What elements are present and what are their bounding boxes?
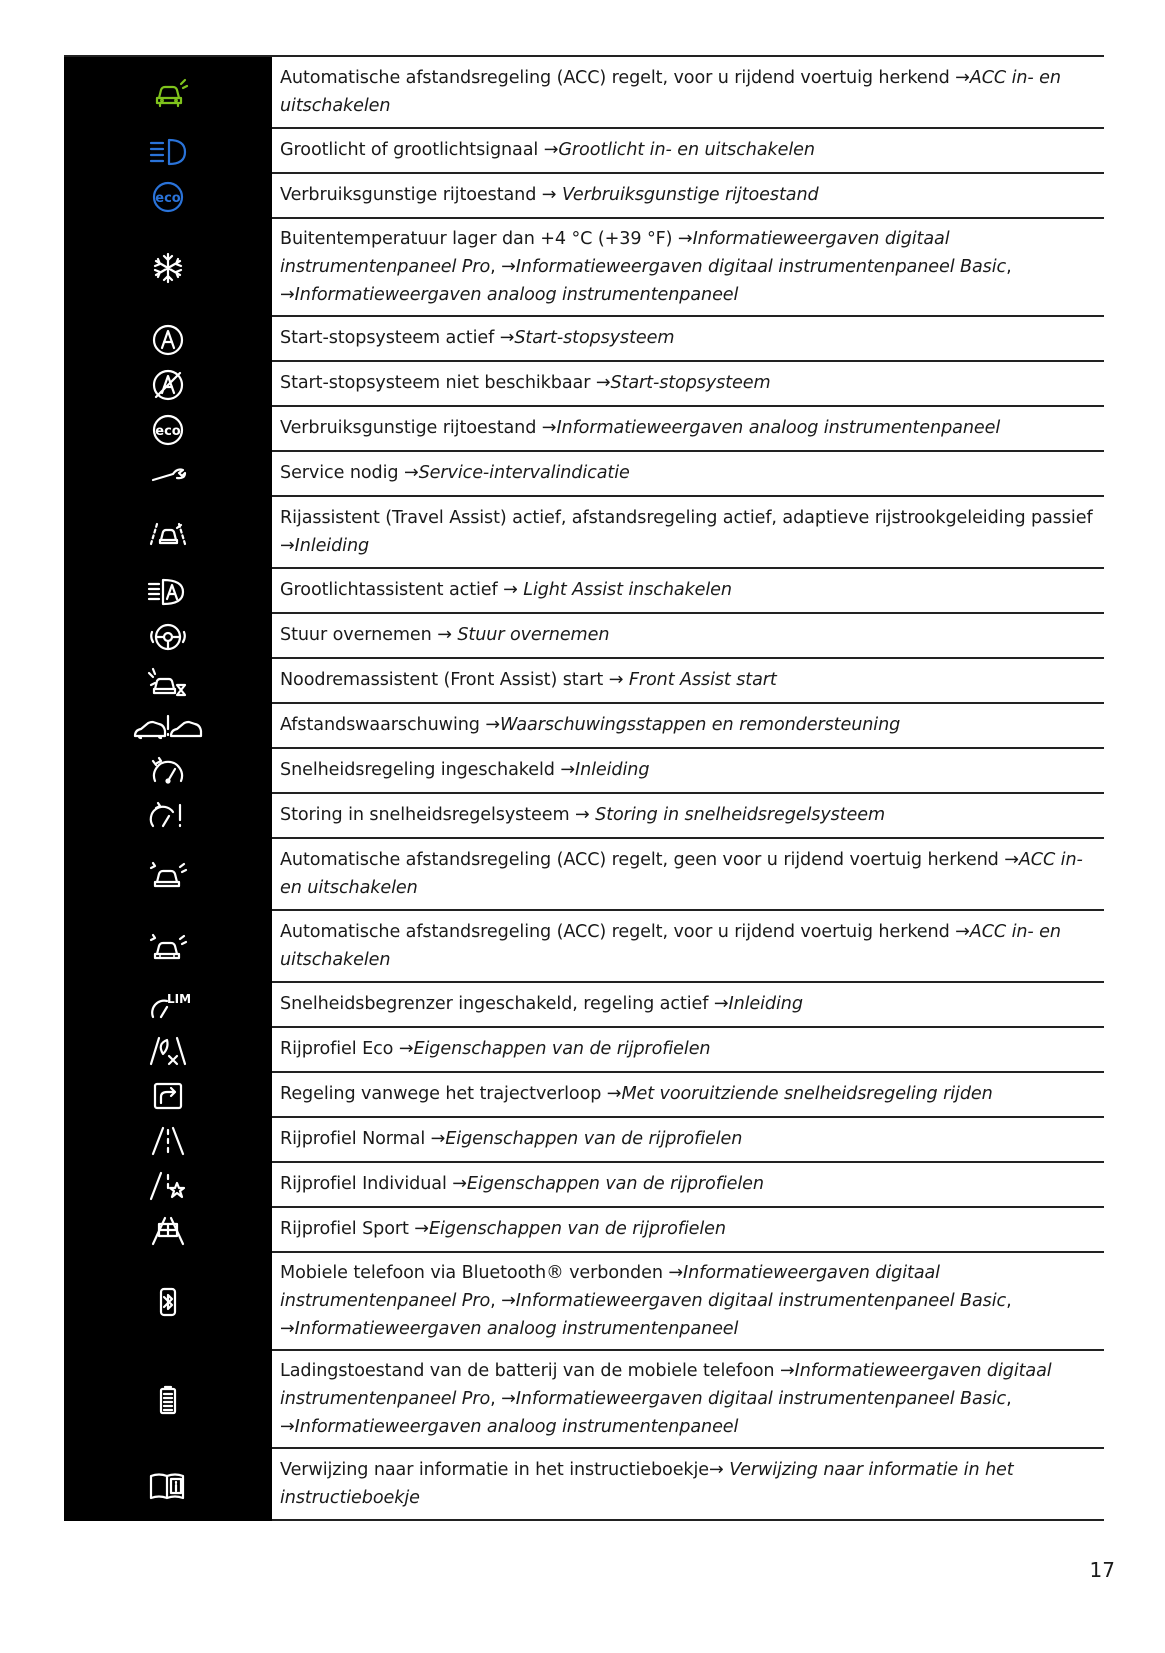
table-row xyxy=(64,1073,1104,1118)
separator: , xyxy=(1006,256,1012,277)
arrow-icon: → xyxy=(280,535,295,556)
table-row xyxy=(64,839,1104,911)
description-cell xyxy=(272,362,1104,405)
table-row xyxy=(64,1351,1104,1449)
table-row xyxy=(64,129,1104,174)
description-text: Rijprofiel Eco xyxy=(280,1039,399,1059)
description-cell xyxy=(272,911,1104,981)
symbol-cell xyxy=(64,569,272,614)
page-number: 17 xyxy=(1089,1558,1115,1582)
symbol-cell xyxy=(64,1073,272,1118)
table-row xyxy=(64,911,1104,983)
symbol-cell xyxy=(64,407,272,452)
cross-reference-link[interactable]: Light Assist inschakelen xyxy=(517,580,732,600)
arrow-icon: → xyxy=(668,1262,684,1283)
description-text: Start-stopsysteem actief xyxy=(280,328,500,348)
distance-warning-icon xyxy=(147,710,189,744)
snowflake-icon xyxy=(147,251,189,285)
symbol-cell xyxy=(64,57,272,129)
cross-reference-link[interactable]: Stuur overnemen xyxy=(451,625,610,645)
svg-text:eco: eco xyxy=(155,190,181,206)
driving-profile-normal-icon xyxy=(147,1124,189,1158)
driving-profile-individual-icon xyxy=(147,1169,189,1203)
symbol-cell xyxy=(64,1163,272,1208)
description-text: Grootlichtassistent actief xyxy=(280,580,504,600)
arrow-icon: → xyxy=(608,670,624,690)
arrow-icon: → xyxy=(606,1084,622,1104)
symbol-cell xyxy=(64,497,272,569)
arrow-icon: → xyxy=(501,256,516,277)
description-text: Automatische afstandsregeling (ACC) regelt, voor u rijdend voertuig herkend xyxy=(280,67,956,88)
arrow-icon: → xyxy=(955,921,970,942)
cross-reference-link[interactable]: Eigenschappen van de rijprofielen xyxy=(466,1174,764,1194)
cross-reference-link[interactable]: Grootlicht in- en uitschakelen xyxy=(558,140,815,160)
separator: , xyxy=(490,256,502,277)
description-text: Regeling vanwege het trajectverloop xyxy=(280,1084,607,1104)
table-row xyxy=(64,614,1104,659)
arrow-icon: → xyxy=(414,1219,429,1239)
arrow-icon: → xyxy=(677,228,693,249)
symbol-cell xyxy=(64,362,272,407)
arrow-icon: → xyxy=(713,994,729,1014)
driving-profile-sport-icon xyxy=(147,1214,189,1248)
table-row xyxy=(64,704,1104,749)
cross-reference-link[interactable]: Waarschuwingsstappen en remondersteuning xyxy=(500,715,901,735)
symbol-cell xyxy=(64,1208,272,1253)
cruise-control-icon xyxy=(147,755,189,789)
symbol-cell xyxy=(64,1028,272,1073)
arrow-icon: → xyxy=(543,140,559,160)
cross-reference-link[interactable]: Eigenschappen van de rijprofielen xyxy=(413,1039,711,1059)
arrow-icon: → xyxy=(560,760,575,780)
cross-reference-link[interactable]: Met vooruitziende snelheidsregeling rijden xyxy=(621,1084,993,1104)
description-text: Rijprofiel Individual xyxy=(280,1174,453,1194)
arrow-icon: → xyxy=(452,1174,467,1194)
cross-reference-link[interactable]: Informatieweergaven analoog instrumentenpaneel xyxy=(294,1318,739,1339)
description-text: Rijprofiel Sport xyxy=(280,1219,415,1239)
symbol-cell xyxy=(64,1253,272,1351)
table-row xyxy=(64,749,1104,794)
separator: , xyxy=(1006,1290,1012,1311)
description-cell xyxy=(272,659,1104,702)
table-row xyxy=(64,1208,1104,1253)
symbol-cell xyxy=(64,614,272,659)
eco-icon xyxy=(147,413,189,447)
cross-reference-link[interactable]: ACC in- en uitschakelen xyxy=(280,849,1083,898)
description-cell xyxy=(272,129,1104,172)
front-assist-icon xyxy=(147,665,189,699)
acc-vehicle-icon xyxy=(147,930,189,964)
description-cell xyxy=(272,317,1104,360)
travel-assist-icon xyxy=(147,516,189,550)
symbol-cell xyxy=(64,911,272,983)
cross-reference-link[interactable]: Start-stopsysteem xyxy=(610,373,771,393)
arrow-icon: → xyxy=(541,185,557,205)
description-text: Snelheidsbegrenzer ingeschakeld, regeling actief xyxy=(280,994,714,1014)
cross-reference-link[interactable]: Inleiding xyxy=(294,535,370,556)
description-cell xyxy=(272,1073,1104,1116)
description-text: Verbruiksgunstige rijtoestand xyxy=(280,418,542,438)
cross-reference-link[interactable]: Eigenschappen van de rijprofielen xyxy=(428,1219,726,1239)
table-row xyxy=(64,452,1104,497)
arrow-icon: → xyxy=(595,373,611,393)
description-cell xyxy=(272,794,1104,837)
table-row xyxy=(64,1118,1104,1163)
description-text: Grootlicht of grootlichtsignaal xyxy=(280,140,544,160)
cross-reference-link[interactable]: ACC in- en uitschakelen xyxy=(280,921,1061,970)
description-text: Rijassistent (Travel Assist) actief, afstandsregeling actief, adaptieve rijstrookgeleiding passief xyxy=(280,507,1093,528)
symbol-cell xyxy=(64,452,272,497)
table-row xyxy=(64,794,1104,839)
separator: , xyxy=(1006,1388,1012,1409)
svg-text:LIM: LIM xyxy=(167,991,192,1006)
description-text: Service nodig xyxy=(280,463,404,483)
cross-reference-link[interactable]: Informatieweergaven digitaal instrumentenpaneel Basic xyxy=(515,1290,1007,1311)
cross-reference-link[interactable]: Informatieweergaven analoog instrumentenpaneel xyxy=(294,284,739,305)
separator: , xyxy=(490,1388,502,1409)
table-row xyxy=(64,1253,1104,1351)
table-row xyxy=(64,407,1104,452)
description-text: Stuur overnemen xyxy=(280,625,438,645)
description-cell xyxy=(272,57,1104,127)
description-text: Verwijzing naar informatie in het instructieboekje xyxy=(280,1459,710,1480)
start-stop-icon xyxy=(147,323,189,357)
high-beam-blue-icon xyxy=(147,135,189,169)
description-cell xyxy=(272,1118,1104,1161)
route-curve-icon xyxy=(147,1079,189,1113)
description-cell xyxy=(272,704,1104,747)
symbol-cell xyxy=(64,983,272,1028)
description-cell xyxy=(272,1351,1104,1447)
driving-profile-eco-icon xyxy=(147,1034,189,1068)
symbol-table xyxy=(64,55,1104,1521)
symbol-cell xyxy=(64,749,272,794)
arrow-icon: → xyxy=(541,418,557,438)
description-text: Snelheidsregeling ingeschakeld xyxy=(280,760,561,780)
table-row xyxy=(64,497,1104,569)
table-row xyxy=(64,174,1104,219)
bluetooth-icon xyxy=(147,1285,189,1319)
cross-reference-link[interactable]: Front Assist start xyxy=(623,670,777,690)
separator: , xyxy=(490,1290,502,1311)
cross-reference-link[interactable]: Start-stopsysteem xyxy=(514,328,675,348)
cross-reference-link[interactable]: Verwijzing naar informatie in het instructieboekje xyxy=(280,1459,1014,1508)
table-row xyxy=(64,1449,1104,1521)
description-text: Ladingstoestand van de batterij van de mobiele telefoon xyxy=(280,1360,780,1381)
cruise-control-fault-icon xyxy=(147,800,189,834)
symbol-cell xyxy=(64,1118,272,1163)
symbol-cell xyxy=(64,659,272,704)
table-row xyxy=(64,219,1104,317)
table-row xyxy=(64,659,1104,704)
description-text: Storing in snelheidsregelsysteem xyxy=(280,805,575,825)
table-row xyxy=(64,1028,1104,1073)
table-row xyxy=(64,317,1104,362)
manual-info-icon xyxy=(147,1468,189,1502)
arrow-icon: → xyxy=(398,1039,414,1059)
description-text: Rijprofiel Normal xyxy=(280,1129,431,1149)
arrow-icon: → xyxy=(1004,849,1019,870)
symbol-cell xyxy=(64,174,272,219)
symbol-cell xyxy=(64,1351,272,1449)
car-radar-green-icon xyxy=(147,76,189,110)
description-cell xyxy=(272,1163,1104,1206)
arrow-icon: → xyxy=(499,328,515,348)
cross-reference-link[interactable]: Informatieweergaven analoog instrumentenpaneel xyxy=(294,1416,739,1437)
arrow-icon: → xyxy=(485,715,501,735)
arrow-icon: → xyxy=(501,1388,516,1409)
table-row xyxy=(64,362,1104,407)
eco-blue-icon xyxy=(147,180,189,214)
description-text: Afstandswaarschuwing xyxy=(280,715,486,735)
cross-reference-link[interactable]: Informatieweergaven digitaal instrumentenpaneel Pro xyxy=(280,1262,940,1311)
arrow-icon: → xyxy=(437,625,452,645)
arrow-icon: → xyxy=(779,1360,795,1381)
light-assist-icon xyxy=(147,575,189,609)
description-cell xyxy=(272,497,1104,567)
cross-reference-link[interactable]: Informatieweergaven digitaal instrumentenpaneel Basic xyxy=(515,1388,1007,1409)
arrow-icon: → xyxy=(955,67,970,88)
symbol-cell xyxy=(64,839,272,911)
description-cell xyxy=(272,839,1104,909)
cross-reference-link[interactable]: Inleiding xyxy=(728,994,803,1014)
description-text: Mobiele telefoon via Bluetooth® verbonden xyxy=(280,1262,669,1283)
cross-reference-link[interactable]: Informatieweergaven analoog instrumentenpaneel xyxy=(556,418,1001,438)
arrow-icon: → xyxy=(403,463,419,483)
description-cell xyxy=(272,1028,1104,1071)
start-stop-unavailable-icon xyxy=(147,368,189,402)
description-text: Verbruiksgunstige rijtoestand xyxy=(280,185,542,205)
steering-wheel-hands-icon xyxy=(147,620,189,654)
description-text: Automatische afstandsregeling (ACC) regelt, geen voor u rijdend voertuig herkend xyxy=(280,849,1005,870)
wrench-icon xyxy=(147,458,189,492)
description-cell xyxy=(272,219,1104,315)
acc-no-vehicle-icon xyxy=(147,858,189,892)
description-cell xyxy=(272,614,1104,657)
table-row xyxy=(64,983,1104,1028)
description-cell xyxy=(272,1449,1104,1519)
cross-reference-link[interactable]: Inleiding xyxy=(574,760,650,780)
arrow-icon: → xyxy=(503,580,518,600)
table-row xyxy=(64,569,1104,614)
arrow-icon: → xyxy=(280,1416,295,1437)
cross-reference-link[interactable]: Verbruiksgunstige rijtoestand xyxy=(556,185,819,205)
arrow-icon: → xyxy=(575,805,590,825)
table-row xyxy=(64,57,1104,129)
cross-reference-link[interactable]: Service-intervalindicatie xyxy=(418,463,630,483)
phone-battery-icon xyxy=(147,1383,189,1417)
description-text: Noodremassistent (Front Assist) start xyxy=(280,670,609,690)
symbol-cell xyxy=(64,1449,272,1521)
symbol-cell xyxy=(64,129,272,174)
description-cell xyxy=(272,569,1104,612)
description-cell xyxy=(272,1208,1104,1251)
description-cell xyxy=(272,749,1104,792)
arrow-icon: → xyxy=(709,1459,724,1480)
cross-reference-link[interactable]: Informatieweergaven digitaal instrumentenpaneel Basic xyxy=(515,256,1007,277)
cross-reference-link[interactable]: Informatieweergaven digitaal instrumentenpaneel Pro xyxy=(280,1360,1052,1409)
arrow-icon: → xyxy=(280,284,295,305)
symbol-cell xyxy=(64,704,272,749)
arrow-icon: → xyxy=(501,1290,516,1311)
arrow-icon: → xyxy=(280,1318,295,1339)
cross-reference-link[interactable]: Informatieweergaven digitaal instrumentenpaneel Pro xyxy=(280,228,950,277)
symbol-cell xyxy=(64,317,272,362)
cross-reference-link[interactable]: Eigenschappen van de rijprofielen xyxy=(445,1129,743,1149)
symbol-cell xyxy=(64,794,272,839)
speed-limiter-icon xyxy=(147,989,192,1023)
description-cell xyxy=(272,1253,1104,1349)
table-row xyxy=(64,1163,1104,1208)
symbol-cell xyxy=(64,219,272,317)
cross-reference-link[interactable]: ACC in- en uitschakelen xyxy=(280,67,1061,116)
description-text: Buitentemperatuur lager dan +4 °C (+39 °F) xyxy=(280,228,678,249)
description-text: Start-stopsysteem niet beschikbaar xyxy=(280,373,596,393)
svg-text:eco: eco xyxy=(155,423,181,439)
description-cell xyxy=(272,407,1104,450)
cross-reference-link[interactable]: Storing in snelheidsregelsysteem xyxy=(589,805,886,825)
arrow-icon: → xyxy=(430,1129,446,1149)
description-text: Automatische afstandsregeling (ACC) regelt, voor u rijdend voertuig herkend xyxy=(280,921,956,942)
description-cell xyxy=(272,174,1104,217)
description-cell xyxy=(272,452,1104,495)
description-cell xyxy=(272,983,1104,1026)
